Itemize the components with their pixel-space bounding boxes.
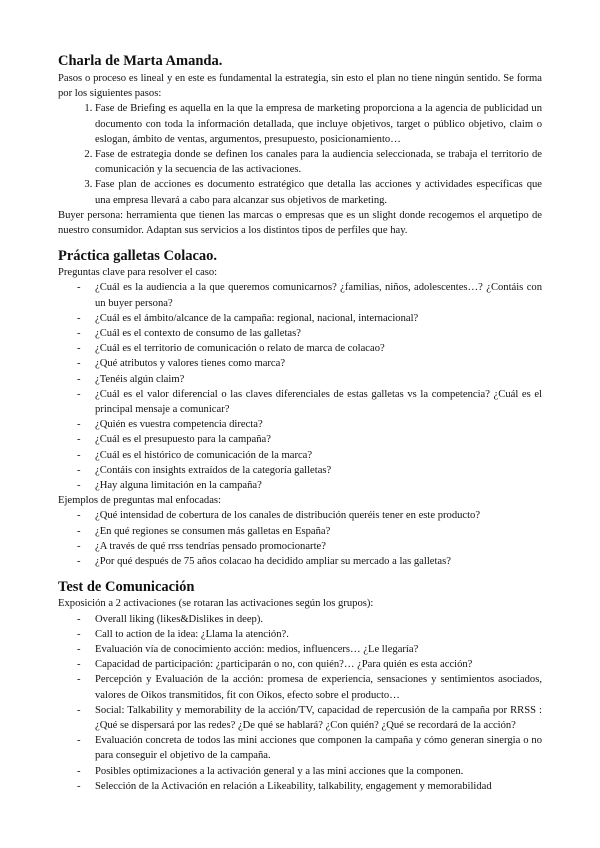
list-item: - ¿Qué atributos y valores tienes como marca? [58,356,542,371]
buyer-persona-paragraph: Buyer persona: herramienta que tienen las marcas o empresas que es un slight donde recogemos el arquetipo de nuestro consumidor. Adaptan sus servicios a los distintos tipos de perfiles que hay. [58,209,542,237]
list-item: - ¿En qué regiones se consumen más galletas en España? [58,524,542,539]
list-item: - ¿Quién es vuestra competencia directa? [58,417,542,432]
list-item: - ¿Qué intensidad de cobertura de los canales de distribución queréis tener en este producto? [58,508,542,523]
list-item: 1. Fase de Briefing es aquella en la que la empresa de marketing proporciona a la agencia de publicidad un documento con toda la información detallada, que incluye objetivos, target o público objetivo, claim o eslogan, ámbito de ventas, argumentos, presupuesto, posicionamiento… [95,101,542,147]
list-item: - ¿Cuál es el territorio de comunicación o relato de marca de colacao? [58,341,542,356]
section-title-test: Test de Comunicación [58,579,195,596]
test-items-list [58,612,542,794]
list-item: - ¿A través de qué rrss tendrías pensado promocionarte? [58,539,542,554]
list-item: - ¿Cuál es la audiencia a la que queremos comunicarnos? ¿familias, niños, adolescentes…? ¿Contáis con un buyer persona? [58,280,542,310]
bad-questions-list [58,508,542,569]
questions-intro: Preguntas clave para resolver el caso: [58,267,218,279]
list-item: - ¿Cuál es el contexto de consumo de las galletas? [58,326,542,341]
intro-paragraph: Pasos o proceso es lineal y en este es fundamental la estrategia, sin esto el plan no tiene ningún sentido. Se forma por los siguientes pasos: [58,73,542,100]
list-item: - Evaluación vía de conocimiento acción: medios, influencers… ¿Le llegaría? [58,642,542,657]
list-item: - Posibles optimizaciones a la activación general y a las mini acciones que la componen. [58,764,542,779]
list-item: - Call to action de la idea: ¿Llama la atención?. [58,627,542,642]
section-title-practica: Práctica galletas Colacao. [58,248,218,265]
key-questions-list [58,280,542,493]
list-item: - Social: Talkability y memorability de la acción/TV, capacidad de repercusión de la campaña por RRSS : ¿Qué se dispersará por las redes? ¿De qué se hablará? ¿Con quién? ¿Qué se recordará de la acción? [58,703,542,733]
section-title-charla: Charla de Marta Amanda. [58,53,223,69]
list-item: - ¿Cuál es el histórico de comunicación de la marca? [58,448,542,463]
exposure-intro: Exposición a 2 activaciones (se rotaran las activaciones según los grupos): [58,598,374,610]
list-item: - ¿Cuál es el presupuesto para la campaña? [58,432,542,447]
list-item: - ¿Tenéis algún claim? [58,372,542,387]
list-item: 2. Fase de estrategia donde se definen los canales para la audiencia seleccionada, se trabaja el territorio de comunicación y la secuencia de las activaciones. [95,147,542,177]
list-item: - ¿Cuál es el ámbito/alcance de la campaña: regional, nacional, internacional? [58,311,542,326]
phases-list [58,101,542,207]
list-item: - Overall liking (likes&Dislikes in deep). [58,612,542,627]
list-item: - ¿Por qué después de 75 años colacao ha decidido ampliar su mercado a las galletas? [58,554,542,569]
list-item: - Percepción y Evaluación de la acción: promesa de experiencia, sensaciones y sentimientos asociados, valores de Oikos transmitidos, fit con Oikos, efecto sobre el producto… [58,672,542,702]
list-item: 3. Fase plan de acciones es documento estratégico que detalla las acciones y actividades específicas que una empresa llevará a cabo para alcanzar sus objetivos de marketing. [95,177,542,207]
list-item: - Evaluación concreta de todos las mini acciones que componen la campaña y cómo generan sinergia o no para conseguir el objetivo de la campaña. [58,733,542,763]
list-item: - ¿Hay alguna limitación en la campaña? [58,478,542,493]
list-item: - ¿Contáis con insights extraídos de la categoría galletas? [58,463,542,478]
list-item: - Selección de la Activación en relación a Likeability, talkability, engagement y memorabilidad [58,779,542,794]
list-item: - Capacidad de participación: ¿participarán o no, con quién?… ¿Para quién es esta acción? [58,657,542,672]
bad-questions-intro: Ejemplos de preguntas mal enfocadas: [58,495,221,507]
list-item: - ¿Cuál es el valor diferencial o las claves diferenciales de estas galletas vs la competencia? ¿Cuál es el principal mensaje a comunicar? [58,387,542,417]
